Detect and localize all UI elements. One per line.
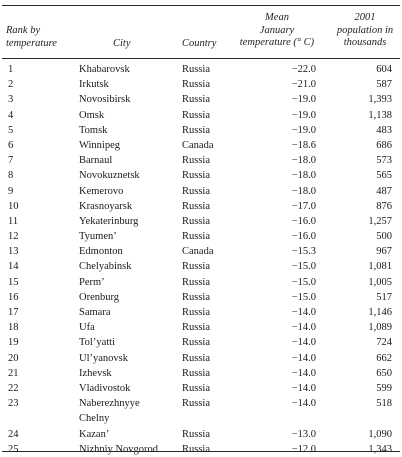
city-cell: Kazan’ — [79, 428, 110, 440]
city-cell: Winnipeg — [79, 139, 120, 151]
rank-cell: 3 — [8, 94, 14, 106]
country-cell: Russia — [182, 382, 211, 394]
temperature-cell: −14.0 — [291, 398, 316, 410]
population-cell: 686 — [376, 139, 392, 151]
city-cell: Tomsk — [79, 124, 108, 136]
population-cell: 565 — [376, 170, 392, 182]
population-cell: 518 — [376, 398, 392, 410]
rank-cell: 10 — [8, 200, 19, 212]
rank-cell: 6 — [8, 139, 14, 151]
city-cell: Naberezhnyye Chelny — [79, 398, 140, 425]
table-row — [0, 290, 402, 305]
temperature-cell: −15.0 — [291, 291, 316, 303]
city-cell: Vladivostok — [79, 382, 131, 394]
temperature-cell: −13.0 — [291, 428, 316, 440]
population-cell: 1,005 — [368, 276, 392, 288]
city-cell: Tol’yatti — [79, 337, 116, 349]
city-cell: Ul’yanovsk — [79, 352, 128, 364]
table-row — [0, 320, 402, 335]
rank-cell: 24 — [8, 428, 19, 440]
population-cell: 1,257 — [368, 215, 392, 227]
table-body — [0, 62, 402, 457]
table-row — [0, 427, 402, 442]
country-cell: Russia — [182, 428, 211, 440]
population-cell: 967 — [376, 246, 392, 258]
table-row — [0, 366, 402, 381]
city-cell: Edmonton — [79, 246, 123, 258]
table-row — [0, 351, 402, 366]
temperature-cell: −16.0 — [291, 231, 316, 243]
country-cell: Russia — [182, 367, 211, 379]
temperature-cell: −14.0 — [291, 337, 316, 349]
temperature-cell: −17.0 — [291, 200, 316, 212]
temperature-cell: −14.0 — [291, 352, 316, 364]
population-cell: 487 — [376, 185, 392, 197]
rank-cell: 12 — [8, 231, 19, 243]
rank-cell: 22 — [8, 382, 19, 394]
rank-cell: 19 — [8, 337, 19, 349]
table-row — [0, 153, 402, 168]
table-row — [0, 305, 402, 320]
city-cell: Khabarovsk — [79, 64, 130, 75]
temperature-cell: −18.0 — [291, 185, 316, 197]
rank-cell: 20 — [8, 352, 19, 364]
table-row — [0, 244, 402, 259]
population-cell: 500 — [376, 231, 392, 243]
rank-cell: 1 — [8, 64, 14, 75]
temperature-cell: −14.0 — [291, 322, 316, 334]
population-cell: 1,343 — [368, 443, 392, 455]
city-cell: Samara — [79, 307, 111, 318]
city-cell: Ufa — [79, 322, 95, 334]
country-cell: Russia — [182, 200, 211, 212]
population-cell: 1,393 — [368, 94, 392, 106]
city-cell: Novokuznetsk — [79, 170, 140, 182]
country-cell: Russia — [182, 215, 211, 227]
country-cell: Russia — [182, 398, 211, 410]
population-cell: 517 — [376, 291, 392, 303]
city-cell: Kemerovo — [79, 185, 124, 197]
country-cell: Russia — [182, 337, 211, 349]
table-row — [0, 275, 402, 290]
country-cell: Canada — [182, 246, 214, 258]
temperature-cell: −19.0 — [291, 94, 316, 106]
temperature-cell: −14.0 — [291, 367, 316, 379]
temperature-cell: −18.0 — [291, 170, 316, 182]
rank-cell: 17 — [8, 307, 19, 318]
city-cell: Yekaterinburg — [79, 215, 139, 227]
temperature-cell: −15.3 — [291, 246, 316, 258]
rank-cell: 16 — [8, 291, 19, 303]
population-cell: 483 — [376, 124, 392, 136]
rank-cell: 11 — [8, 215, 19, 227]
rank-cell: 18 — [8, 322, 19, 334]
population-cell: 599 — [376, 382, 392, 394]
country-cell: Russia — [182, 94, 211, 106]
country-cell: Russia — [182, 322, 211, 334]
country-cell: Russia — [182, 231, 211, 243]
temperature-cell: −19.0 — [291, 109, 316, 121]
city-cell: Orenburg — [79, 291, 120, 303]
country-cell: Russia — [182, 276, 211, 288]
city-cell: Novosibirsk — [79, 94, 131, 106]
country-cell: Russia — [182, 261, 211, 273]
table-row — [0, 229, 402, 244]
table-row — [0, 77, 402, 92]
population-cell: 1,138 — [368, 109, 392, 121]
rank-cell: 13 — [8, 246, 19, 258]
rank-cell: 8 — [8, 170, 14, 182]
population-cell: 1,081 — [368, 261, 392, 273]
rank-cell: 15 — [8, 276, 19, 288]
temperature-cell: −18.6 — [291, 139, 316, 151]
country-cell: Russia — [182, 185, 211, 197]
city-cell: Omsk — [79, 109, 105, 121]
country-cell: Russia — [182, 170, 211, 182]
city-cell: Nizhniy Novgorod — [79, 443, 159, 455]
population-cell: 876 — [376, 200, 392, 212]
population-cell: 1,089 — [368, 322, 392, 334]
rank-cell: 21 — [8, 367, 19, 379]
population-cell: 1,146 — [368, 307, 392, 318]
country-cell: Russia — [182, 109, 211, 121]
table-row — [0, 214, 402, 229]
country-cell: Russia — [182, 64, 211, 75]
city-cell: Izhevsk — [79, 367, 112, 379]
population-cell: 573 — [376, 155, 392, 167]
country-cell: Russia — [182, 443, 211, 455]
temperature-cell: −14.0 — [291, 382, 316, 394]
population-cell: 1,090 — [368, 428, 392, 440]
population-cell: 587 — [376, 79, 392, 91]
city-cell: Irkutsk — [79, 79, 109, 91]
table-bottom-rule — [2, 451, 400, 452]
country-cell: Russia — [182, 307, 211, 318]
table-row — [0, 381, 402, 396]
rank-cell: 5 — [8, 124, 14, 136]
rank-cell: 7 — [8, 155, 14, 167]
table-row — [0, 335, 402, 350]
table-row — [0, 184, 402, 199]
header-rank: Rank by temperature — [6, 25, 57, 49]
country-cell: Russia — [182, 291, 211, 303]
table-row — [0, 92, 402, 107]
temperature-cell: −12.0 — [291, 443, 316, 455]
city-cell: Chelyabinsk — [79, 261, 132, 273]
rank-cell: 25 — [8, 443, 19, 455]
table-top-rule — [2, 5, 400, 6]
city-cell: Barnaul — [79, 155, 113, 167]
country-cell: Russia — [182, 352, 211, 364]
population-cell: 724 — [376, 337, 392, 349]
header-temperature: Mean January temperature (° C) — [239, 12, 315, 48]
header-city: City — [113, 38, 131, 49]
table-row — [0, 168, 402, 183]
temperature-cell: −15.0 — [291, 261, 316, 273]
table-row — [0, 138, 402, 153]
temperature-cell: −19.0 — [291, 124, 316, 136]
header-population: 2001 population in thousands — [336, 12, 394, 48]
rank-cell: 2 — [8, 79, 14, 91]
country-cell: Canada — [182, 139, 214, 151]
table-row — [0, 108, 402, 123]
table-row — [0, 62, 402, 77]
country-cell: Russia — [182, 79, 211, 91]
rank-cell: 23 — [8, 398, 19, 410]
temperature-cell: −21.0 — [291, 79, 316, 91]
temperature-cell: −16.0 — [291, 215, 316, 227]
header-country: Country — [182, 38, 217, 49]
header-rule — [2, 58, 400, 59]
city-cell: Krasnoyarsk — [79, 200, 133, 212]
country-cell: Russia — [182, 124, 211, 136]
country-cell: Russia — [182, 155, 211, 167]
population-cell: 604 — [376, 64, 392, 75]
rank-cell: 4 — [8, 109, 14, 121]
table-row — [0, 396, 402, 426]
table-row — [0, 259, 402, 274]
table-row — [0, 123, 402, 138]
temperature-cell: −14.0 — [291, 307, 316, 318]
rank-cell: 14 — [8, 261, 19, 273]
city-cell: Tyumen’ — [79, 231, 117, 243]
temperature-cell: −22.0 — [291, 64, 316, 75]
table-row — [0, 199, 402, 214]
temperature-cell: −15.0 — [291, 276, 316, 288]
rank-cell: 9 — [8, 185, 14, 197]
population-cell: 650 — [376, 367, 392, 379]
temperature-cell: −18.0 — [291, 155, 316, 167]
population-cell: 662 — [376, 352, 392, 364]
city-cell: Perm’ — [79, 276, 105, 288]
